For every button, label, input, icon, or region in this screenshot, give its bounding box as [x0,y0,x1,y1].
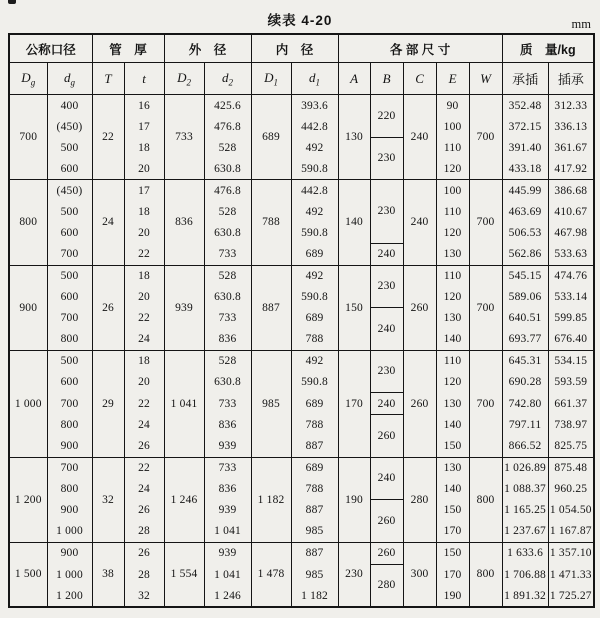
cell-t: 18 [124,137,164,158]
cell-d2: 528 [204,265,251,287]
cell-D2: 939 [164,265,204,350]
cell-d1: 788 [291,479,338,500]
cell-E: 150 [436,436,469,458]
cell-mass-chacheng: 312.33 [548,95,594,117]
col-header-E: E [436,63,469,95]
cell-t: 26 [124,436,164,458]
cell-dg: 600 [47,222,92,243]
cell-E: 130 [436,393,469,415]
cell-E: 110 [436,265,469,287]
cell-mass-chengcha: 391.40 [502,137,548,158]
cell-dg: 500 [47,350,92,372]
cell-D2: 1 041 [164,350,204,457]
cell-E: 90 [436,95,469,117]
cell-B: 240 [370,457,403,500]
cell-E: 130 [436,243,469,265]
cell-t: 28 [124,564,164,585]
table-body [9,95,594,608]
cell-T: 29 [92,350,124,457]
cell-A: 130 [338,95,370,180]
cell-d2: 939 [204,500,251,521]
cell-mass-chacheng: 1 357.10 [548,542,594,564]
cell-t: 22 [124,308,164,329]
cell-d2: 630.8 [204,287,251,308]
cell-mass-chengcha: 645.31 [502,350,548,372]
cell-mass-chacheng: 661.37 [548,393,594,415]
cell-d1: 393.6 [291,95,338,117]
cell-d1: 590.8 [291,372,338,393]
cell-d1: 590.8 [291,222,338,243]
cell-E: 100 [436,116,469,137]
cell-d2: 476.8 [204,116,251,137]
cell-B: 230 [370,350,403,393]
header-part-dimensions: 各 部 尺 寸 [338,34,502,63]
cell-d1: 689 [291,308,338,329]
cell-dg: 500 [47,201,92,222]
cell-t: 26 [124,542,164,564]
cell-mass-chengcha: 693.77 [502,329,548,351]
cell-D1: 689 [251,95,291,180]
table-row [9,180,594,202]
cell-E: 120 [436,222,469,243]
cell-mass-chacheng: 676.40 [548,329,594,351]
cell-mass-chacheng: 599.85 [548,308,594,329]
table-row [9,265,594,287]
cell-A: 170 [338,350,370,457]
cell-W: 700 [469,180,502,266]
cell-W: 700 [469,350,502,457]
cell-E: 170 [436,521,469,543]
cell-mass-chengcha: 372.15 [502,116,548,137]
cell-mass-chengcha: 690.28 [502,372,548,393]
cell-B: 240 [370,308,403,351]
unit-label: mm [571,17,591,31]
col-header-D1: $D_1$ [251,63,291,95]
table-row [9,457,594,479]
cell-mass-chengcha: 463.69 [502,201,548,222]
cell-d2: 528 [204,201,251,222]
cell-B: 280 [370,564,403,607]
cell-D1: 985 [251,350,291,457]
cell-dg: 900 [47,542,92,564]
cell-t: 32 [124,585,164,607]
header-pipe-thickness: 管 厚 [92,34,164,63]
cell-d2: 939 [204,436,251,458]
cell-E: 120 [436,158,469,180]
cell-C: 260 [403,265,436,350]
col-header-C: C [403,63,436,95]
cell-d1: 887 [291,436,338,458]
cell-t: 18 [124,265,164,287]
cell-mass-chengcha: 433.18 [502,158,548,180]
cell-B: 230 [370,265,403,308]
cell-mass-chacheng: 1 725.27 [548,585,594,607]
cell-t: 20 [124,222,164,243]
cell-t: 17 [124,180,164,202]
table-row [9,95,594,117]
cell-mass-chacheng: 467.98 [548,222,594,243]
cell-E: 100 [436,180,469,202]
cell-dg: 800 [47,479,92,500]
cell-t: 18 [124,350,164,372]
cell-t: 20 [124,287,164,308]
cell-E: 110 [436,350,469,372]
col-header-W: W [469,63,502,95]
subheader-row [9,63,594,95]
cell-d2: 1 041 [204,564,251,585]
cell-mass-chacheng: 474.76 [548,265,594,287]
cell-Dg: 900 [9,265,47,350]
cell-mass-chengcha: 1 891.32 [502,585,548,607]
cell-d1: 590.8 [291,287,338,308]
cell-mass-chengcha: 640.51 [502,308,548,329]
cell-d1: 492 [291,350,338,372]
cell-t: 20 [124,372,164,393]
cell-A: 140 [338,180,370,266]
cell-mass-chacheng: 410.67 [548,201,594,222]
cell-d2: 425.6 [204,95,251,117]
cell-d2: 836 [204,479,251,500]
cell-d1: 788 [291,415,338,436]
cell-Dg: 1 000 [9,350,47,457]
cell-A: 190 [338,457,370,542]
cell-E: 190 [436,585,469,607]
cell-d1: 887 [291,542,338,564]
cell-dg: 600 [47,287,92,308]
cell-d1: 492 [291,201,338,222]
cell-mass-chacheng: 386.68 [548,180,594,202]
cell-d2: 939 [204,542,251,564]
cell-D2: 1 554 [164,542,204,607]
cell-d2: 630.8 [204,158,251,180]
cell-mass-chengcha: 1 088.37 [502,479,548,500]
cell-mass-chacheng: 825.75 [548,436,594,458]
cell-d2: 836 [204,415,251,436]
col-header-dg: $d_g$ [47,63,92,95]
cell-mass-chacheng: 336.13 [548,116,594,137]
cell-Dg: 1 200 [9,457,47,542]
cell-dg: 500 [47,265,92,287]
cell-E: 140 [436,415,469,436]
cell-B: 220 [370,95,403,138]
cell-mass-chengcha: 506.53 [502,222,548,243]
cell-mass-chengcha: 797.11 [502,415,548,436]
cell-B: 240 [370,393,403,415]
cell-mass-chengcha: 1 026.89 [502,457,548,479]
cell-dg: 600 [47,158,92,180]
cell-mass-chacheng: 361.67 [548,137,594,158]
cell-C: 260 [403,350,436,457]
cell-E: 110 [436,201,469,222]
cell-dg: 600 [47,372,92,393]
cell-dg: 1 000 [47,521,92,543]
cell-t: 22 [124,393,164,415]
cell-dg: 700 [47,393,92,415]
cell-mass-chengcha: 1 633.6 [502,542,548,564]
col-header-Dg: $D_g$ [9,63,47,95]
cell-d2: 528 [204,350,251,372]
cell-dg: 700 [47,243,92,265]
cell-d2: 1 246 [204,585,251,607]
cell-T: 32 [92,457,124,542]
cell-mass-chacheng: 417.92 [548,158,594,180]
cell-d2: 733 [204,308,251,329]
col-header-chengcha: 承插 [502,63,548,95]
cell-dg: 800 [47,415,92,436]
cell-E: 120 [436,287,469,308]
cell-mass-chacheng: 533.14 [548,287,594,308]
cell-E: 170 [436,564,469,585]
col-header-d2: $d_2$ [204,63,251,95]
cell-E: 120 [436,372,469,393]
cell-mass-chengcha: 742.80 [502,393,548,415]
cell-d1: 788 [291,329,338,351]
cell-mass-chengcha: 1 237.67 [502,521,548,543]
cell-Dg: 1 500 [9,542,47,607]
cell-A: 230 [338,542,370,607]
cell-W: 700 [469,265,502,350]
cell-t: 26 [124,500,164,521]
cell-t: 24 [124,479,164,500]
cell-C: 240 [403,180,436,266]
cell-t: 22 [124,457,164,479]
cell-d2: 733 [204,393,251,415]
scan-artifact [8,0,16,4]
spec-table [8,33,595,608]
cell-dg: 700 [47,457,92,479]
table-title: 续表 4-20 [267,13,333,28]
cell-dg: 900 [47,436,92,458]
cell-t: 18 [124,201,164,222]
cell-d2: 630.8 [204,372,251,393]
cell-dg: 400 [47,95,92,117]
cell-D2: 733 [164,95,204,180]
cell-t: 16 [124,95,164,117]
cell-mass-chengcha: 1 165.25 [502,500,548,521]
cell-d1: 689 [291,393,338,415]
col-header-t: t [124,63,164,95]
cell-mass-chengcha: 352.48 [502,95,548,117]
cell-E: 150 [436,542,469,564]
cell-d2: 528 [204,137,251,158]
cell-B: 230 [370,137,403,180]
cell-Dg: 800 [9,180,47,266]
cell-t: 28 [124,521,164,543]
col-header-d1: $d_1$ [291,63,338,95]
cell-t: 17 [124,116,164,137]
cell-T: 26 [92,265,124,350]
cell-C: 240 [403,95,436,180]
cell-mass-chengcha: 589.06 [502,287,548,308]
cell-mass-chengcha: 445.99 [502,180,548,202]
cell-t: 22 [124,243,164,265]
cell-D1: 887 [251,265,291,350]
cell-d1: 492 [291,265,338,287]
cell-B: 260 [370,500,403,543]
cell-mass-chengcha: 1 706.88 [502,564,548,585]
cell-mass-chacheng: 1 167.87 [548,521,594,543]
cell-dg: 900 [47,500,92,521]
cell-dg: 1 200 [47,585,92,607]
cell-mass-chengcha: 562.86 [502,243,548,265]
cell-mass-chacheng: 593.59 [548,372,594,393]
cell-mass-chacheng: 875.48 [548,457,594,479]
cell-t: 24 [124,415,164,436]
cell-d2: 733 [204,457,251,479]
header-outer-diameter: 外 径 [164,34,251,63]
cell-B: 230 [370,180,403,244]
cell-T: 38 [92,542,124,607]
cell-D2: 836 [164,180,204,266]
cell-D2: 1 246 [164,457,204,542]
header-mass-kg: 质 量/kg [502,34,594,63]
cell-d1: 442.8 [291,116,338,137]
table-row [9,542,594,564]
cell-E: 140 [436,479,469,500]
cell-A: 150 [338,265,370,350]
cell-dg: (450) [47,180,92,202]
cell-Dg: 700 [9,95,47,180]
cell-dg: 1 000 [47,564,92,585]
cell-d2: 1 041 [204,521,251,543]
cell-d1: 689 [291,457,338,479]
cell-d1: 590.8 [291,158,338,180]
cell-mass-chacheng: 534.15 [548,350,594,372]
cell-d1: 985 [291,564,338,585]
cell-E: 130 [436,308,469,329]
cell-C: 280 [403,457,436,542]
cell-mass-chacheng: 1 471.33 [548,564,594,585]
cell-d1: 689 [291,243,338,265]
header-inner-diameter: 内 径 [251,34,338,63]
cell-mass-chacheng: 960.25 [548,479,594,500]
cell-mass-chacheng: 533.63 [548,243,594,265]
cell-dg: 800 [47,329,92,351]
col-header-B: B [370,63,403,95]
cell-E: 150 [436,500,469,521]
cell-T: 24 [92,180,124,266]
cell-W: 800 [469,457,502,542]
col-header-chacheng: 插承 [548,63,594,95]
cell-mass-chacheng: 738.97 [548,415,594,436]
cell-d1: 442.8 [291,180,338,202]
header-nominal-diameter: 公称口径 [9,34,92,63]
cell-D1: 788 [251,180,291,266]
cell-E: 110 [436,137,469,158]
cell-C: 300 [403,542,436,607]
cell-dg: 700 [47,308,92,329]
cell-t: 24 [124,329,164,351]
col-header-T: T [92,63,124,95]
cell-mass-chacheng: 1 054.50 [548,500,594,521]
cell-d2: 476.8 [204,180,251,202]
cell-T: 22 [92,95,124,180]
cell-d1: 887 [291,500,338,521]
cell-E: 130 [436,457,469,479]
table-row [9,350,594,372]
cell-B: 240 [370,243,403,265]
group-header-row [9,34,594,63]
cell-t: 20 [124,158,164,180]
cell-d1: 985 [291,521,338,543]
cell-mass-chengcha: 866.52 [502,436,548,458]
cell-d2: 836 [204,329,251,351]
cell-B: 260 [370,415,403,458]
cell-dg: (450) [47,116,92,137]
cell-dg: 500 [47,137,92,158]
cell-mass-chengcha: 545.15 [502,265,548,287]
cell-D1: 1 478 [251,542,291,607]
col-header-D2: $D_2$ [164,63,204,95]
cell-W: 700 [469,95,502,180]
cell-W: 800 [469,542,502,607]
cell-d1: 492 [291,137,338,158]
cell-E: 140 [436,329,469,351]
cell-D1: 1 182 [251,457,291,542]
cell-B: 260 [370,542,403,564]
cell-d1: 1 182 [291,585,338,607]
cell-d2: 630.8 [204,222,251,243]
col-header-A: A [338,63,370,95]
cell-d2: 733 [204,243,251,265]
